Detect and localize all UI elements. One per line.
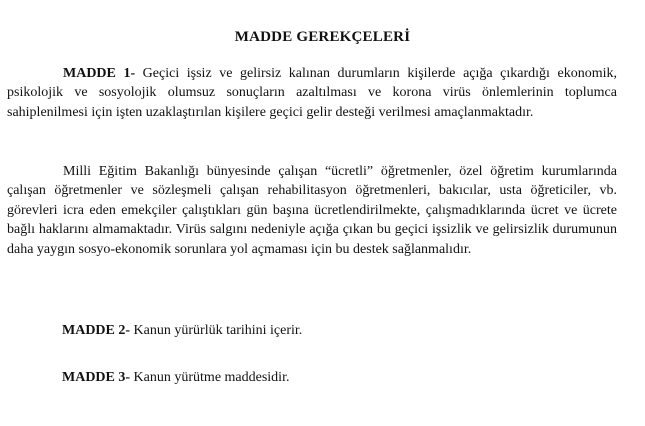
madde-2-text: Kanun yürürlük tarihini içerir. — [130, 323, 303, 338]
madde-3-paragraph — [62, 368, 289, 387]
madde-2-paragraph — [62, 321, 302, 340]
madde-1-label: MADDE 1- — [63, 66, 136, 81]
madde-3-label: MADDE 3- — [62, 370, 131, 385]
madde-1-paragraph — [7, 64, 617, 122]
document-title: MADDE GEREKÇELERİ — [234, 29, 411, 45]
madde-2-label: MADDE 2- — [62, 323, 131, 338]
justification-paragraph: Milli Eğitim Bakanlığı bünyesinde çalışan “ücretli” öğretmenler, özel öğretim kurumlarında çalışan öğretmenler ve sözleşmeli çalışan rehabilitasyon öğretmenleri, bakıcılar, usta öğreticiler, vb. görevleri icra eden emekçiler çalıştıkları gün başına ücretlendirilmekte, çalışmadıklarında ücret ve ücrete bağlı haklarını almamaktadır. Virüs salgını nedeniyle açığa çıkan bu geçici işsizlik ve gelirsizlik durumunun daha yaygın sosyo-ekonomik sorunlara yol açmaması için bu destek sağlanmalıdır. — [7, 164, 617, 257]
madde-3-text: Kanun yürütme maddesidir. — [130, 370, 290, 385]
madde-1-text: Geçici işsiz ve gelirsiz kalınan durumların kişilerde açığa çıkardığı ekonomik, psikolojik ve sosyolojik olumsuz sonuçların azaltılması ve korona virüs önlemlerinin toplumca sahiplenilmesi için işten uzaklaştırılan kişilere geçici gelir desteği verilmesi amaçlanmaktadır. — [7, 66, 617, 120]
